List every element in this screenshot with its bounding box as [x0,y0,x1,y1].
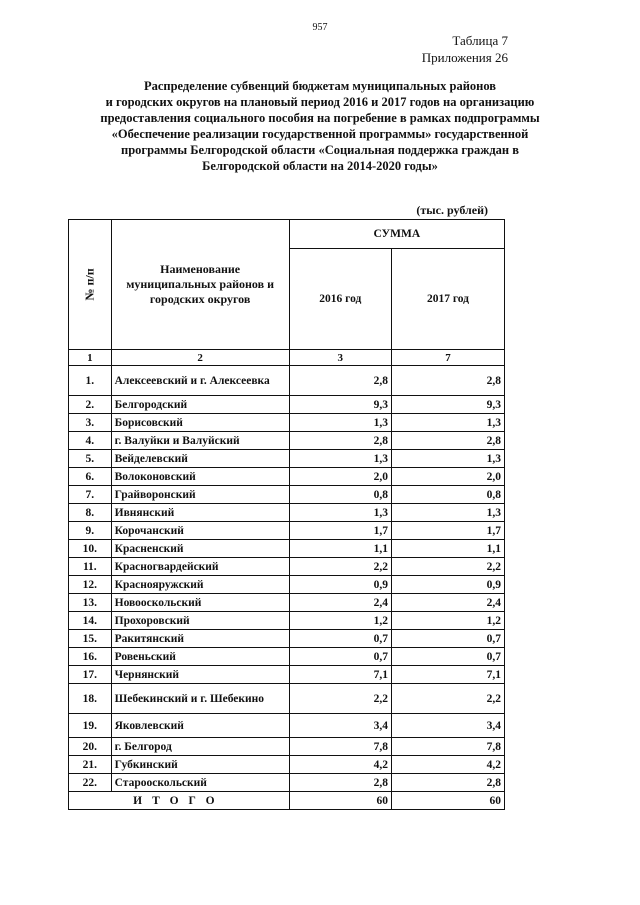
row-value-2016: 9,3 [289,396,391,414]
row-name: Красненский [111,540,289,558]
row-value-2017: 2,8 [391,432,504,450]
row-num: 8. [69,504,112,522]
row-value-2016: 2,2 [289,558,391,576]
table-row [69,594,505,612]
row-value-2017: 2,2 [391,684,504,714]
row-value-2016: 7,8 [289,738,391,756]
table-row [69,432,505,450]
row-name: Шебекинский и г. Шебекино [111,684,289,714]
table-row [69,756,505,774]
row-value-2016: 3,4 [289,714,391,738]
table-row [69,714,505,738]
row-value-2016: 0,8 [289,486,391,504]
row-name: Яковлевский [111,714,289,738]
header-2017: 2017 год [391,249,504,350]
row-value-2017: 2,0 [391,468,504,486]
row-value-2017: 0,7 [391,648,504,666]
row-value-2016: 1,3 [289,504,391,522]
document-title [60,78,580,174]
row-value-2016: 2,8 [289,366,391,396]
row-num: 20. [69,738,112,756]
row-value-2017: 9,3 [391,396,504,414]
title-line: и городских округов на плановый период 2016 и 2017 годов на организацию [105,95,535,109]
row-num: 18. [69,684,112,714]
row-value-2016: 2,4 [289,594,391,612]
header-num [69,220,112,350]
row-num: 21. [69,756,112,774]
row-value-2016: 1,3 [289,450,391,468]
units-note: (тыс. рублей) [416,203,488,217]
row-value-2017: 1,3 [391,450,504,468]
row-num: 16. [69,648,112,666]
row-name: Краснояружский [111,576,289,594]
row-value-2017: 2,2 [391,558,504,576]
row-num: 6. [69,468,112,486]
row-num: 15. [69,630,112,648]
header-2016: 2016 год [289,249,391,350]
index-cell: 3 [289,350,391,366]
table-row [69,522,505,540]
row-num: 11. [69,558,112,576]
row-value-2016: 2,0 [289,468,391,486]
row-name: Ракитянский [111,630,289,648]
row-num: 13. [69,594,112,612]
row-value-2017: 1,7 [391,522,504,540]
table-row [69,738,505,756]
row-name: Корочанский [111,522,289,540]
title-line: программы Белгородской области «Социальная поддержка граждан в [121,143,519,157]
row-name: Красногвардейский [111,558,289,576]
row-value-2017: 7,1 [391,666,504,684]
row-num: 1. [69,366,112,396]
row-num: 10. [69,540,112,558]
row-num: 12. [69,576,112,594]
total-label: ИТОГО [69,792,290,810]
table-row [69,558,505,576]
header-sum: СУММА [289,220,504,249]
row-num: 19. [69,714,112,738]
row-num: 2. [69,396,112,414]
row-value-2017: 2,4 [391,594,504,612]
page-number: 957 [312,22,328,33]
row-value-2016: 0,7 [289,648,391,666]
row-value-2017: 1,2 [391,612,504,630]
row-name: Вейделевский [111,450,289,468]
row-name: Белгородский [111,396,289,414]
row-name: Волоконовский [111,468,289,486]
row-value-2016: 0,9 [289,576,391,594]
table-row [69,612,505,630]
row-name: Старооскольский [111,774,289,792]
table-ref-line1: Таблица 7 [452,33,508,48]
row-value-2017: 1,3 [391,504,504,522]
row-value-2017: 0,7 [391,630,504,648]
row-name: Прохоровский [111,612,289,630]
row-value-2017: 3,4 [391,714,504,738]
subsidy-table [68,219,505,810]
row-num: 3. [69,414,112,432]
row-name: г. Белгород [111,738,289,756]
row-value-2017: 1,1 [391,540,504,558]
index-cell: 1 [69,350,112,366]
header-num-label: № п/п [82,268,97,301]
row-value-2016: 0,7 [289,630,391,648]
table-row [69,648,505,666]
row-name: Чернянский [111,666,289,684]
row-value-2017: 4,2 [391,756,504,774]
table-row [69,414,505,432]
row-num: 7. [69,486,112,504]
row-name: Алексеевский и г. Алексеевка [111,366,289,396]
row-name: Борисовский [111,414,289,432]
total-2017: 60 [391,792,504,810]
table-row [69,576,505,594]
table-row [69,684,505,714]
row-value-2016: 2,2 [289,684,391,714]
table-row [69,366,505,396]
row-name: г. Валуйки и Валуйский [111,432,289,450]
row-value-2016: 1,1 [289,540,391,558]
title-line: Распределение субвенций бюджетам муниципальных районов [143,79,497,93]
row-value-2016: 2,8 [289,774,391,792]
row-num: 9. [69,522,112,540]
table-row [69,540,505,558]
row-num: 5. [69,450,112,468]
row-name: Ровеньский [111,648,289,666]
row-value-2016: 7,1 [289,666,391,684]
table-row [69,774,505,792]
row-name: Новооскольский [111,594,289,612]
row-value-2017: 0,9 [391,576,504,594]
total-2016: 60 [289,792,391,810]
row-value-2016: 2,8 [289,432,391,450]
row-value-2017: 7,8 [391,738,504,756]
title-line: предоставления социального пособия на погребение в рамках подпрограммы [100,111,540,125]
row-value-2017: 1,3 [391,414,504,432]
header-name: Наименование муниципальных районов и городских округов [111,220,289,350]
row-num: 4. [69,432,112,450]
table-row [69,486,505,504]
row-value-2017: 2,8 [391,774,504,792]
table-reference [422,32,508,66]
table-row [69,450,505,468]
row-name: Губкинский [111,756,289,774]
table-row [69,468,505,486]
row-num: 14. [69,612,112,630]
index-cell: 2 [111,350,289,366]
row-value-2016: 1,2 [289,612,391,630]
total-row [69,792,505,810]
index-cell: 7 [391,350,504,366]
row-value-2016: 4,2 [289,756,391,774]
table-row [69,504,505,522]
row-value-2017: 2,8 [391,366,504,396]
row-name: Грайворонский [111,486,289,504]
title-line: «Обеспечение реализации государственной программы» государственной [111,127,529,141]
row-name: Ивнянский [111,504,289,522]
table-body [69,366,505,792]
table-ref-line2: Приложения 26 [421,50,508,65]
row-value-2016: 1,3 [289,414,391,432]
table-row [69,630,505,648]
row-num: 22. [69,774,112,792]
row-num: 17. [69,666,112,684]
table-row [69,396,505,414]
table-row [69,666,505,684]
row-value-2017: 0,8 [391,486,504,504]
row-value-2016: 1,7 [289,522,391,540]
title-line: Белгородской области на 2014-2020 годы» [202,159,438,173]
